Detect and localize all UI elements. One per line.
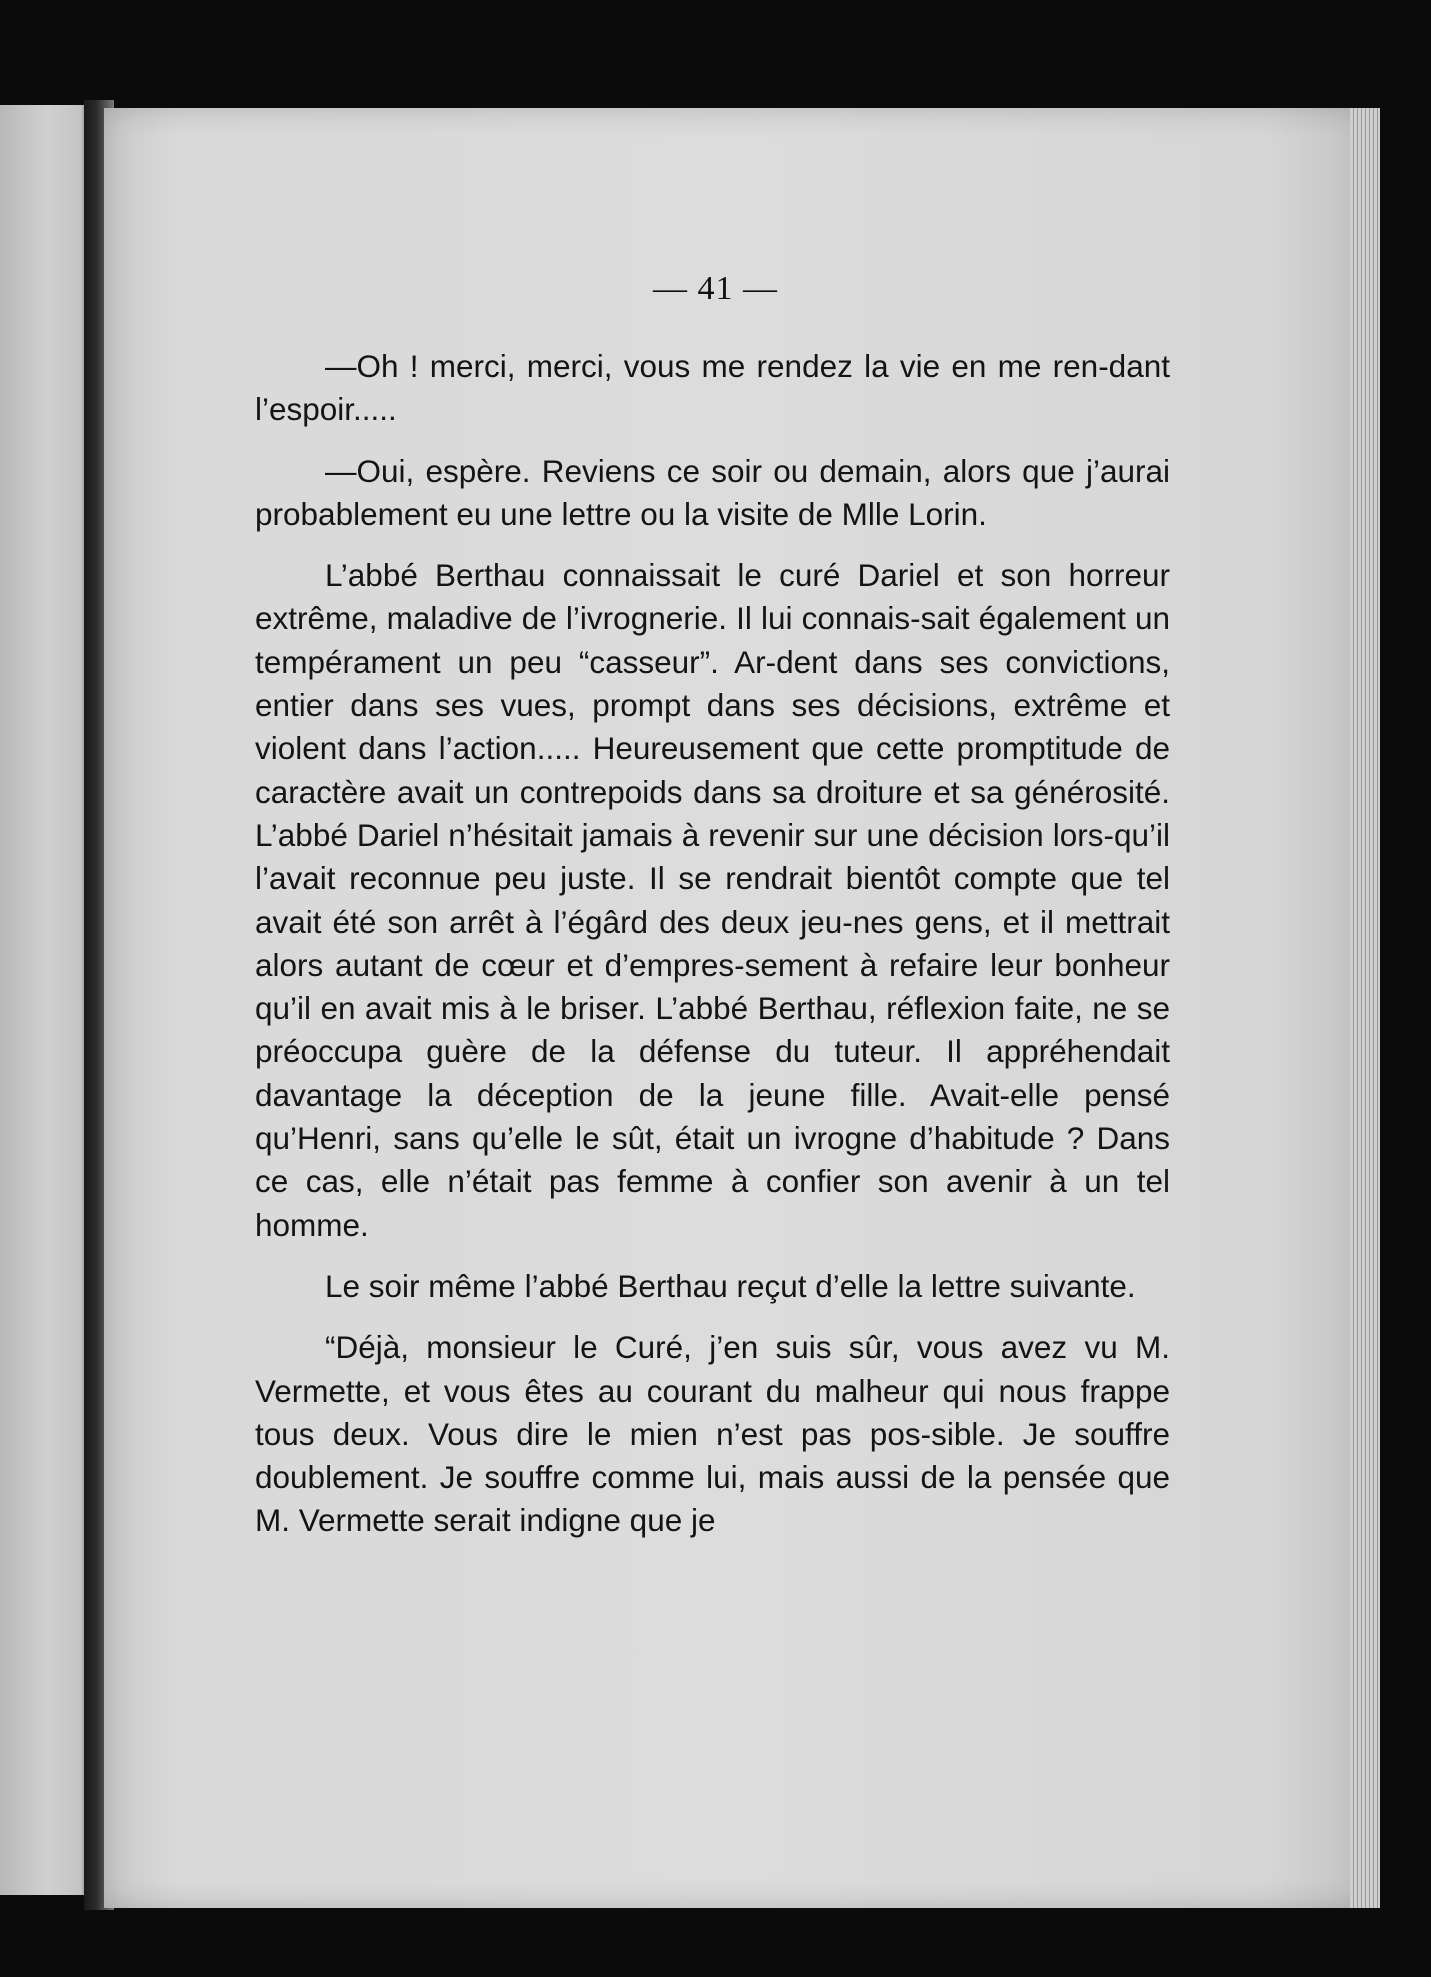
paragraph: —Oh ! merci, merci, vous me rendez la vie en me ren-dant l’espoir..... [255,348,1170,428]
paragraph: —Oui, espère. Reviens ce soir ou demain, alors que j’aurai probablement eu une lettre ou la visite de Mlle Lorin. [255,452,1170,532]
page-number: — 41 — [653,270,778,307]
paragraph: Le soir même l’abbé Berthau reçut d’elle la lettre suivante. [325,1267,1136,1304]
page-stack-edges [1350,108,1380,1908]
paragraph: L’abbé Berthau connaissait le curé Dariel et son horreur extrême, maladive de l’ivrognerie. Il lui connais-sait également un tempérament un peu “casseur”. Ar-dent dans ses convictions, entier dans ses vues, prompt dans ses décisions, extrême et violent dans l’action..... Heureusement que cette promptitude de caractère avait un contrepoids dans sa droiture et sa générosité. L’abbé Dariel n’hésitait jamais à revenir sur une décision lors-qu’il l’avait reconnue peu juste. Il se rendrait bientôt compte que tel avait été son arrêt à l’égârd des deux jeu-nes gens, et il mettrait alors autant de cœur et d’empres-sement à refaire leur bonheur qu’il en avait mis à le briser. L’abbé Berthau, réflexion faite, ne se préoccupa guère de la défense du tuteur. Il appréhendait davantage la déception de la jeune fille. Avait-elle pensé qu’Henri, sans qu’elle le sût, était un ivrogne d’habitude ? Dans ce cas, elle n’était pas femme à confier son avenir à un tel homme. [255,557,1170,1243]
previous-page-edge [0,105,95,1895]
paragraph: “Déjà, monsieur le Curé, j’en suis sûr, vous avez vu M. Vermette, et vous êtes au courant du malheur qui nous frappe tous deux. Vous dire le mien n’est pas pos-sible. Je souffre doublement. Je souffre comme lui, mais aussi de la pensée que M. Vermette serait indigne que je [255,1329,1170,1539]
page-body [255,345,1170,1561]
